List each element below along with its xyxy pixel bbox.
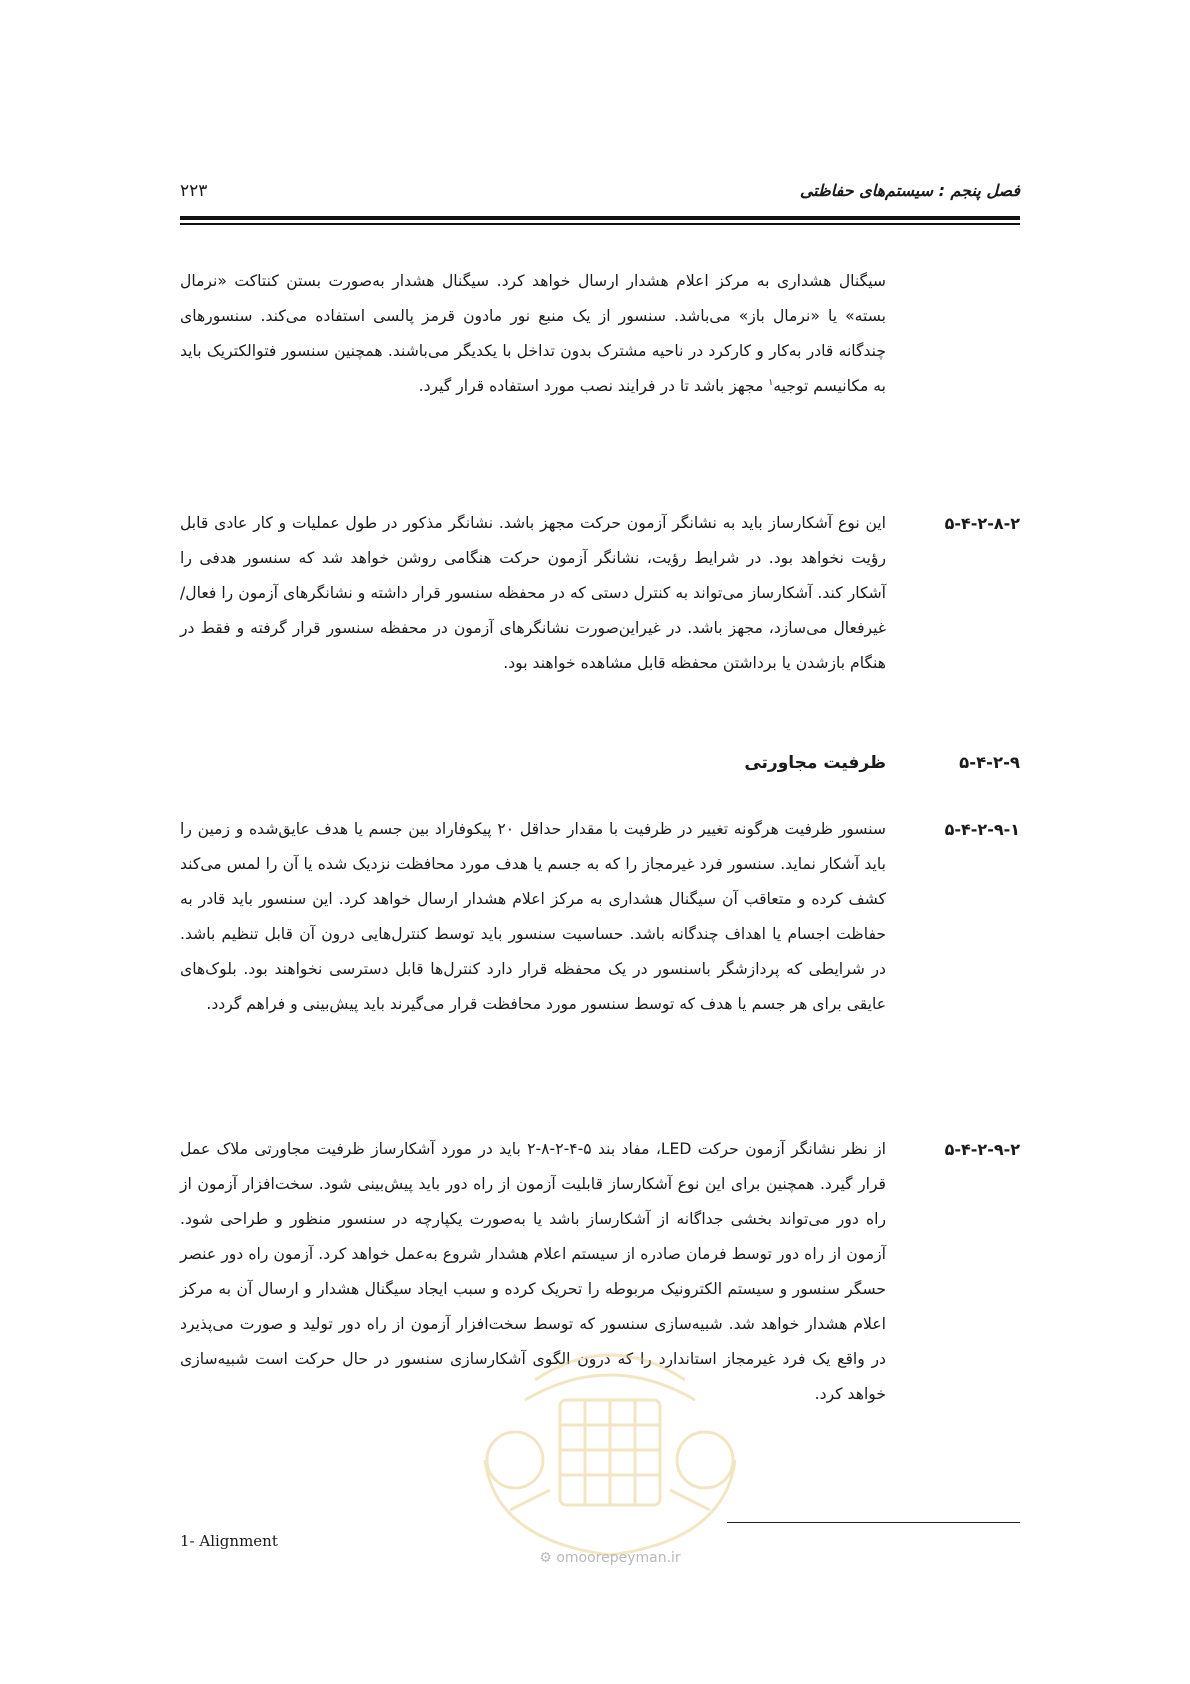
page-number: ۲۲۳ [180,181,208,201]
chapter-title: فصل پنجم : سیستم‌های حفاظتی [799,181,1020,200]
intro-text: سیگنال هشداری به مرکز اعلام هشدار ارسال خواهد کرد. سیگنال هشدار به‌صورت بستن کنتاکت «نرمال بسته» یا «نرمال باز» می‌باشد. سنسور از یک منبع نور مادون قرمز پالسی استفاده می‌کند. سنسورهای چندگانه قادر به‌کار و کارکرد در ناحیه مشترک بدون تداخل با یکدیگر می‌باشند. همچنین سنسور فتوالکتریک باید به مکانیسم توجیه [180,272,886,395]
clause-text: این نوع آشکارساز باید به نشانگر آزمون حرکت مجهز باشد. نشانگر مذکور در طول عملیات و کار عادی قابل رؤیت نخواهد بود. در شرایط رؤیت، نشانگر آزمون حرکت هنگامی روشن خواهد شد که سنسور هدفی را آشکار کند. آشکارساز می‌تواند به کنترل دستی که در محفظه سنسور قرار داشته و نشانگرهای آزمون را فعال/ غیرفعال می‌سازد، مجهز باشد. در غیراین‌صورت نشانگرهای آزمون در محفظه سنسور قرار گرفته و فقط در هنگام بازشدن یا برداشتن محفظه قابل مشاهده خواهند بود. [180,514,886,672]
footnote: 1- Alignment [180,1532,278,1550]
watermark-site: ⚙ omoorepeyman.ir [539,1550,681,1566]
clause-text: سنسور ظرفیت هرگونه تغییر در ظرفیت با مقدار حداقل ۲۰ پیکوفاراد بین جسم یا هدف عایق‌شده و زمین را باید آشکار نماید. سنسور فرد غیرمجاز را که به جسم یا هدف مورد محافظت نزدیک شده یا آن را لمس می‌کند کشف کرده و متعاقب آن سیگنال هشداری به مرکز اعلام هشدار ارسال خواهد کرد. این سنسور باید قادر به حفاظت اجسام یا اهداف چندگانه باشد. حساسیت سنسور باید توسط کنترل‌هایی درون آن قابل تنظیم باشد. در شرایطی که پردازشگر باسنسور در یک محفظه قرار دارد کنترل‌ها قابل دسترسی نخواهند بود. بلوک‌های عایقی برای هر جسم یا هدف که توسط سنسور مورد محافظت قرار می‌گیرند باید پیش‌بینی و فراهم گردد. [180,820,886,1013]
clause-number: ۵-۴-۲-۹-۱ [944,820,1020,839]
header-rule-thin [180,223,1020,225]
header-rule-thick [180,216,1020,220]
intro-paragraph [180,264,886,404]
clause-text: از نظر نشانگر آزمون حرکت LED، مفاد بند ۵-۴-۲-۸-۲ باید در مورد آشکارساز ظرفیت مجاورتی ملاک عمل قرار گیرد. همچنین برای این نوع آشکارساز قابلیت آزمون از راه دور باید پیش‌بینی شود. سخت‌افزار آزمون از راه دور می‌تواند بخشی جداگانه از آشکارساز باشد یا به‌صورت یکپارچه در سنسور منظور و طراحی شود. آزمون از راه دور توسط فرمان صادره از سیستم اعلام هشدار شروع به‌عمل خواهد کرد. آزمون راه دور عنصر حسگر سنسور و سیستم الکترونیک مربوطه را تحریک کرده و سبب ایجاد سیگنال هشدار و ارسال آن به مرکز اعلام هشدار خواهد شد. شبیه‌سازی سنسور که توسط سخت‌افزار آزمون از راه دور تولید و صورت می‌پذیرد در واقع یک فرد غیرمجاز استاندارد را که درون الگوی آشکارسازی سنسور در حال حرکت است شبیه‌سازی خواهد کرد. [180,1140,886,1403]
footnote-rule [727,1522,1020,1523]
clause-5-4-2-8-2 [180,506,1020,681]
section-number: ۵-۴-۲-۹ [959,753,1020,772]
clause-number: ۵-۴-۲-۸-۲ [944,514,1020,533]
intro-text-cont: مجهز باشد تا در فرایند نصب مورد استفاده قرار گیرد. [418,377,769,395]
section-heading [180,743,1020,783]
footnote-ref[interactable]: ۱ [768,377,774,388]
clause-number: ۵-۴-۲-۹-۲ [944,1140,1020,1159]
section-title: ظرفیت مجاورتی [744,753,886,773]
clause-5-4-2-9-1 [180,812,1020,1022]
running-header [180,176,1020,206]
